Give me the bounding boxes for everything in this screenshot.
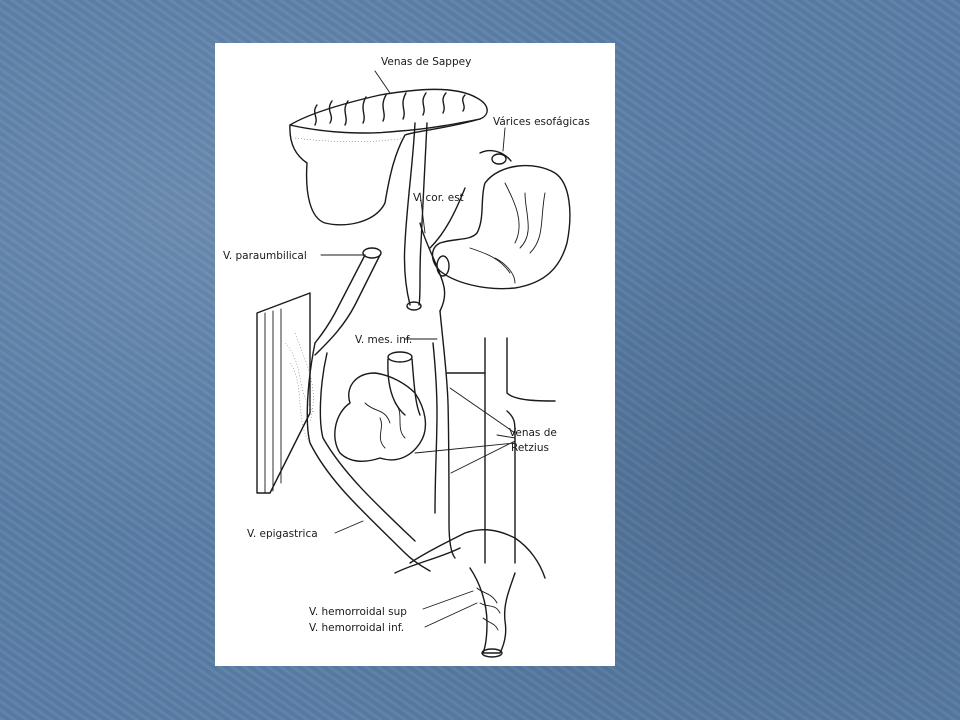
portal-collateral-diagram <box>215 43 615 666</box>
label-v-cor-est: V. cor. est <box>413 192 464 204</box>
leader-lines <box>321 71 515 627</box>
label-venas-de: Venas de <box>509 427 557 439</box>
inferior-mesenteric-vein <box>388 311 455 558</box>
colon <box>335 373 426 461</box>
label-venas-de-sappey: Venas de Sappey <box>381 56 472 68</box>
label-v-hemorroidal-sup: V. hemorroidal sup <box>309 606 407 618</box>
diagram-panel <box>215 43 615 666</box>
label-retzius: Retzius <box>511 442 549 454</box>
epigastric-vein <box>307 343 430 571</box>
label-v-epigastrica: V. epigastrica <box>247 528 318 540</box>
stomach <box>430 151 570 289</box>
label-v-mes-inf: V. mes. inf. <box>355 334 413 346</box>
label-v-paraumbilical: V. paraumbilical <box>223 250 307 262</box>
sappey-veins <box>315 93 465 125</box>
portal-vein <box>404 123 444 311</box>
rectum <box>395 530 545 657</box>
abdominal-wall <box>257 293 315 493</box>
label-varices-esofagicas: Várices esofágicas <box>493 116 590 128</box>
label-v-hemorroidal-inf: V. hemorroidal inf. <box>309 622 405 634</box>
